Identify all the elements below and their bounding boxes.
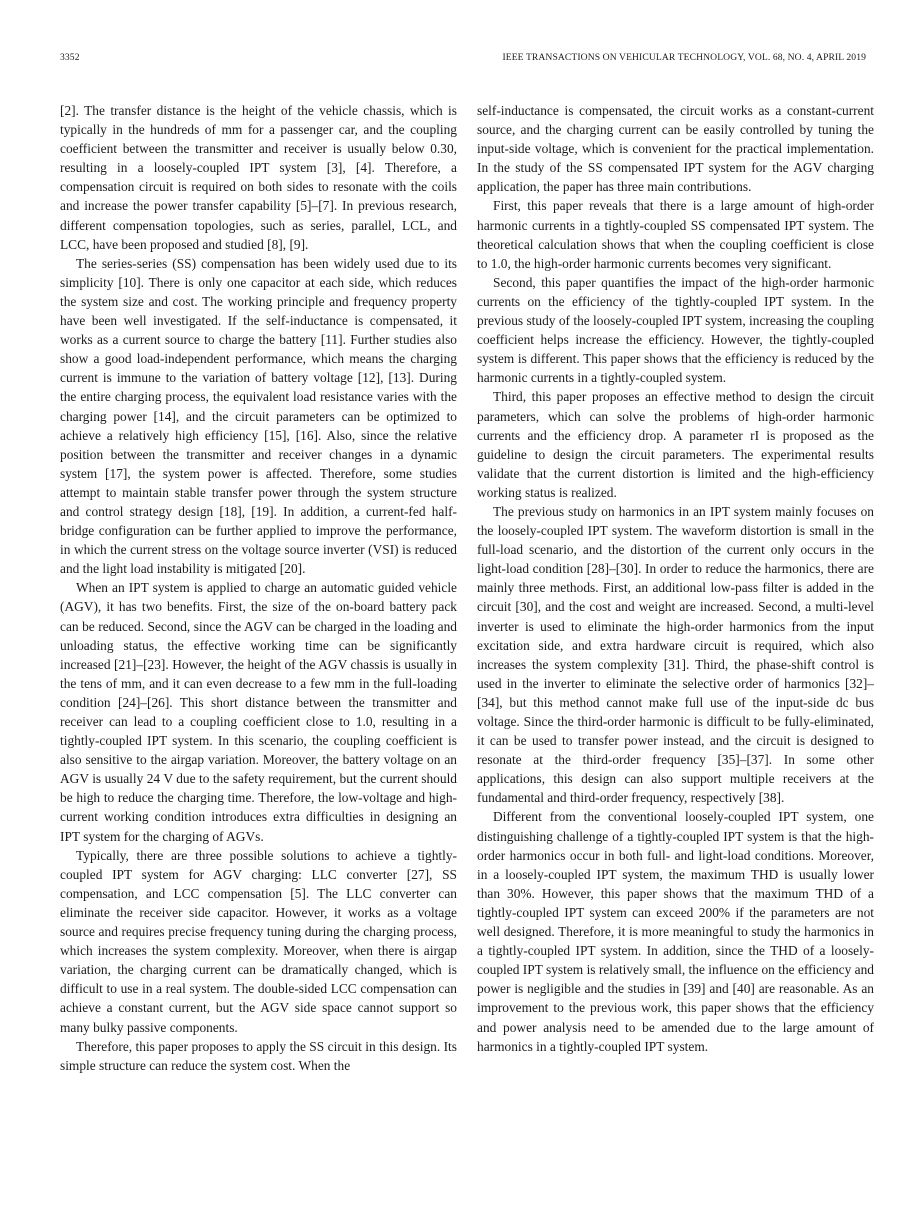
left-column (60, 101, 457, 1075)
paragraph: The series-series (SS) compensation has been widely used due to its simplicity [10]. There is only one capacitor at each side, which reduces the system size and cost. The working principle and frequency property have been well investigated. If the self-inductance is compensated, it works as a current source to charge the battery [11]. Further studies also show a good load-independent performance, which means the charging current is immune to the variation of battery voltage [12], [13]. During the entire charging process, the equivalent load resistance varies with the charging power [14], and the circuit parameters can be optimized to achieve a relatively high efficiency [15], [16]. Also, since the relative position between the transmitter and receiver changes in a dynamic system [17], the system power is affected. Therefore, some studies attempt to maintain stable transfer power through the system structure and control strategy design [18], [19]. In addition, a current-fed half-bridge configuration can be further applied to improve the performance, in which the current stress on the voltage source inverter (VSI) is reduced and the light load instability is mitigated [20]. (60, 255, 457, 577)
paragraph: When an IPT system is applied to charge an automatic guided vehicle (AGV), it has two benefits. First, the size of the on-board battery pack can be reduced. Second, since the AGV can be charged in the loading and unloading status, the effective working time can be significantly increased [21]–[23]. However, the height of the AGV chassis is usually in the tens of mm, and it can even decrease to a few mm in the full-loading condition [24]–[26]. This short distance between the transmitter and receiver can lead to a coupling coefficient close to 1.0, resulting in a tightly-coupled IPT system. In this scenario, the coupling coefficient is also sensitive to the airgap variation. Moreover, the battery voltage on an AGV is usually 24 V due to the safety requirement, but the current should be high to reduce the charging time. Therefore, the low-voltage and high-current working condition introduces extra difficulties in designing an IPT system for the charging of AGVs. (60, 580, 457, 844)
paragraph: [2]. The transfer distance is the height of the vehicle chassis, which is typically in the hundreds of mm for a passenger car, and the coupling coefficient between the transmitter and receiver is usually below 0.30, resulting in a loosely-coupled IPT system [3], [4]. Therefore, a compensation circuit is required on both sides to resonate with the coils and increase the power transfer capability [5]–[7]. In previous research, different compensation topologies, such as series, parallel, LCL, and LCC, have been proposed and studied [8], [9]. (60, 103, 457, 252)
paragraph: Third, this paper proposes an effective method to design the circuit parameters, which can solve the problems of high-order harmonic currents and the efficiency drop. A parameter rI is proposed as the guideline to design the circuit parameters. The experimental results validate that the current distortion is limited and the high-efficiency working status is realized. (477, 389, 874, 500)
paragraph: The previous study on harmonics in an IPT system mainly focuses on the loosely-coupled IPT system. The waveform distortion is small in the full-load scenario, and the distortion of the current only occurs in the light-load condition [28]–[30]. In order to reduce the harmonics, there are mainly three methods. First, an additional low-pass filter is added in the circuit [30], and the cost and weight are increased. Second, a multi-level inverter is used to eliminate the high-order harmonics from the input excitation side, and extra hardware circuit is required, which also increases the system complexity [31]. Third, the phase-shift control is used in the inverter to eliminate the selective order of harmonics [32]–[34], but this method cannot make full use of the input-side dc bus voltage. Since the third-order harmonic is difficult to be fully-eliminated, it can be used to transfer power instead, and the circuit is designed to resonate at the third-order frequency [35]–[37]. In some other applications, this design can also support multiple receivers at the fundamental and third-order frequency, respectively [38]. (477, 503, 874, 806)
paragraph: First, this paper reveals that there is a large amount of high-order harmonic currents in a tightly-coupled SS compensated IPT system. The theoretical calculation shows that when the coupling coefficient is close to 1.0, the high-order harmonic currents becomes very significant. (477, 198, 874, 271)
page-number: 3352 (60, 52, 80, 63)
right-column (477, 101, 874, 1056)
paragraph: Second, this paper quantifies the impact of the high-order harmonic currents on the efficiency of the tightly-coupled IPT system. In the previous study of the loosely-coupled IPT system, increasing the coupling coefficient helps increase the efficiency. However, the tightly-coupled system is different. This paper shows that the efficiency is reduced by the harmonic currents in a tightly-coupled system. (477, 274, 874, 386)
journal-reference: IEEE TRANSACTIONS ON VEHICULAR TECHNOLOGY, VOL. 68, NO. 4, APRIL 2019 (502, 52, 866, 63)
paragraph: Typically, there are three possible solutions to achieve a tightly-coupled IPT system for AGV charging: LLC converter [27], SS compensation, and LCC compensation [5]. The LLC converter can eliminate the receiver side capacitor. However, it works as a voltage source and requires precise frequency tuning during the charging process, which increases the system complexity. Moreover, when there is airgap variation, the charging current can be dramatically changed, which is difficult to use in a real system. The double-sided LCC compensation can achieve a constant current, but the AGV side space cannot support so many bulky passive components. (60, 847, 457, 1035)
paragraph: Therefore, this paper proposes to apply the SS circuit in this design. Its simple structure can reduce the system cost. When the (60, 1038, 457, 1073)
paragraph: Different from the conventional loosely-coupled IPT system, one distinguishing challenge of a tightly-coupled IPT system is that the high-order harmonics occur in both full- and light-load conditions. Moreover, in a loosely-coupled IPT system, the maximum THD is usually lower than 30%. However, this paper shows that the maximum THD of a tightly-coupled IPT system can exceed 200% if the parameters are not well designed. Therefore, it is more meaningful to study the harmonics in a tightly-coupled IPT system. In addition, since the THD of a loosely-coupled IPT system is relatively small, the influence on the efficiency and power is negligible and the studies in [39] and [40] are reasonable. As an improvement to the previous work, this paper shows that the efficiency and power analysis need to be amended due to the large amount of harmonics in a tightly-coupled IPT system. (477, 809, 874, 1054)
paragraph: self-inductance is compensated, the circuit works as a constant-current source, and the charging current can be easily controlled by tuning the input-side voltage, which is convenient for the practical implementation. In the study of the SS compensated IPT system for the AGV charging application, the paper has three main contributions. (477, 103, 874, 195)
running-header (60, 52, 866, 66)
